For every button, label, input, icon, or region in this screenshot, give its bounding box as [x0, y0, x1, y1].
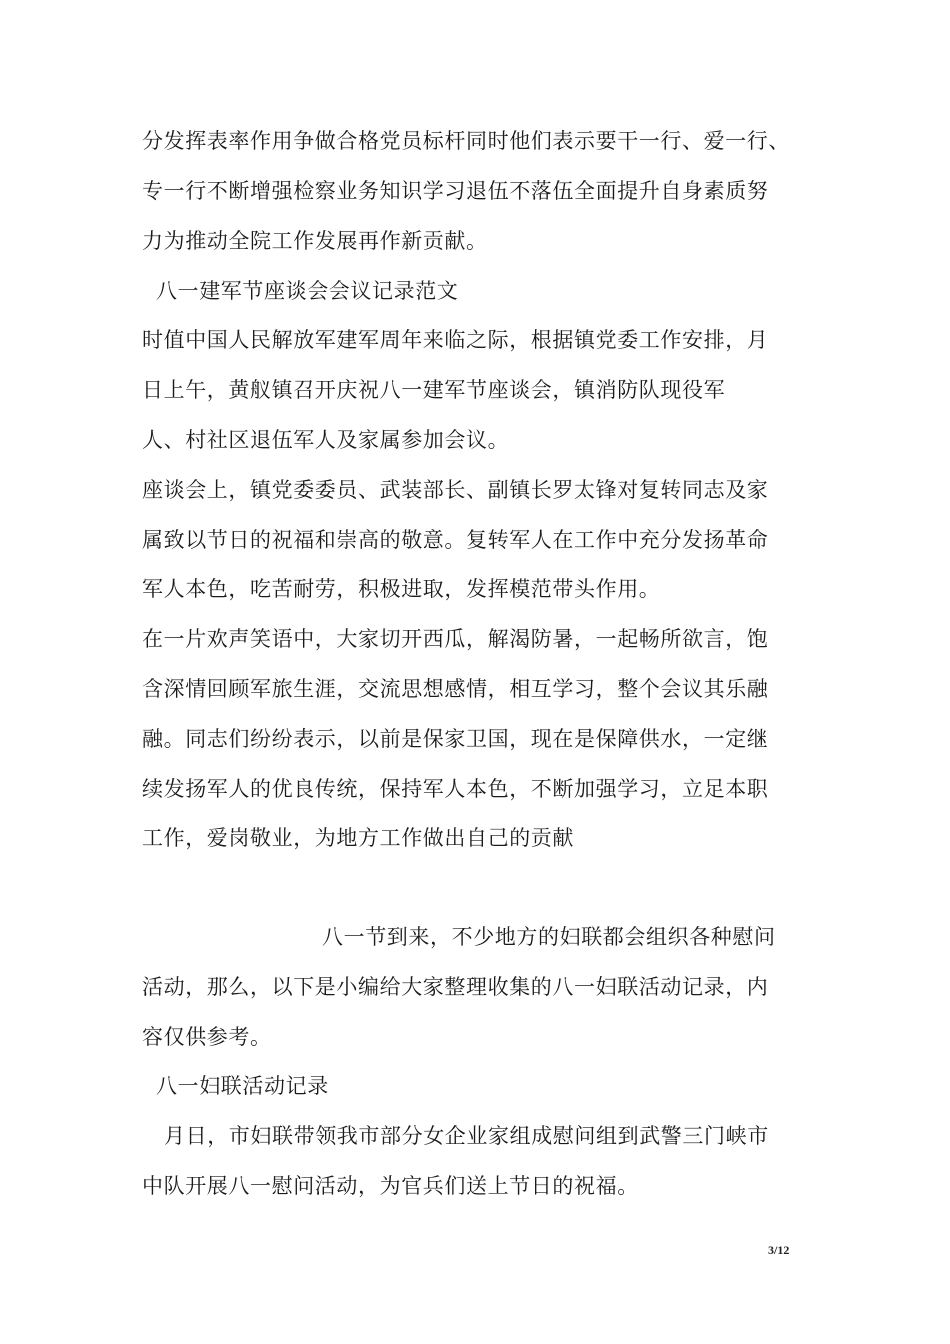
paragraph-line: 人、村社区退伍军人及家属参加会议。 [142, 428, 510, 452]
paragraph-line: 八一节到来，不少地方的妇联都会组织各种慰问 [322, 925, 776, 949]
paragraph-line: 融。同志们纷纷表示，以前是保家卫国，现在是保障供水，一定继 [142, 727, 769, 751]
paragraph-line: 时值中国人民解放军建军周年来临之际，根据镇党委工作安排，月 [142, 328, 769, 352]
paragraph-line: 活动，那么，以下是小编给大家整理收集的八一妇联活动记录，内 [142, 975, 769, 999]
page-number: 3/12 [768, 1243, 790, 1257]
paragraph-line: 分发挥表率作用争做合格党员标杆同时他们表示要干一行、爱一行、 [142, 129, 790, 153]
paragraph-line: 属致以节日的祝福和崇高的敬意。复转军人在工作中充分发扬革命 [142, 528, 769, 552]
paragraph-line: 力为推动全院工作发展再作新贡献。 [142, 229, 488, 253]
paragraph-line: 专一行不断增强检察业务知识学习退伍不落伍全面提升自身素质努 [142, 179, 769, 203]
paragraph-line: 月日，市妇联带领我市部分女企业家组成慰问组到武警三门峡市 [164, 1124, 769, 1148]
paragraph-line: 工作，爱岗敬业，为地方工作做出自己的贡献 [142, 826, 574, 850]
paragraph-line: 座谈会上，镇党委委员、武装部长、副镇长罗太锋对复转同志及家 [142, 478, 769, 502]
paragraph-line: 日上午，黄舣镇召开庆祝八一建军节座谈会，镇消防队现役军 [142, 378, 726, 402]
paragraph-line: 含深情回顾军旅生涯，交流思想感情，相互学习，整个会议其乐融 [142, 677, 769, 701]
paragraph-line: 在一片欢声笑语中，大家切开西瓜，解渴防暑，一起畅所欲言，饱 [142, 627, 769, 651]
paragraph-line: 军人本色，吃苦耐劳，积极进取，发挥模范带头作用。 [142, 577, 661, 601]
paragraph-line: 续发扬军人的优良传统，保持军人本色，不断加强学习，立足本职 [142, 777, 769, 801]
section-heading: 八一妇联活动记录 [156, 1074, 329, 1098]
paragraph-line: 中队开展八一慰问活动，为官兵们送上节日的祝福。 [142, 1174, 639, 1198]
section-heading: 八一建军节座谈会会议记录范文 [156, 279, 459, 303]
paragraph-line: 容仅供参考。 [142, 1025, 272, 1049]
